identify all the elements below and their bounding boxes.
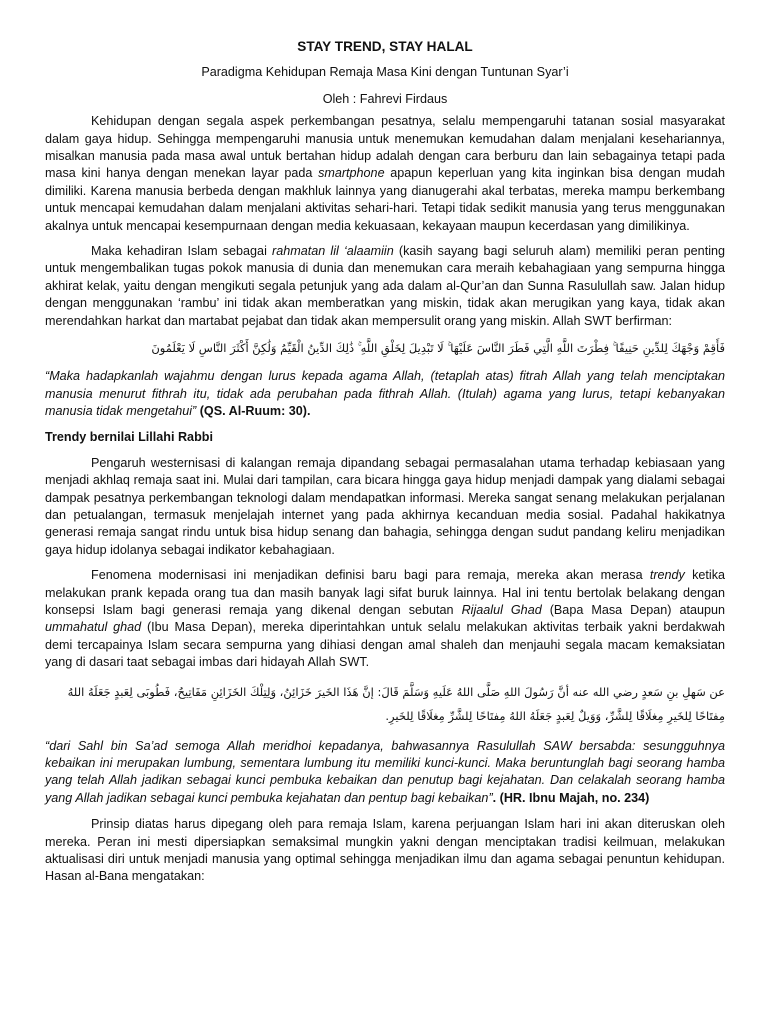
quote-2-source: . (HR. Ibnu Majah, no. 234)	[492, 790, 650, 805]
paragraph-4-italic-ummahatul-ghad: ummahatul ghad	[45, 620, 142, 635]
paragraph-4-text-e: (Bapa Masa Depan) ataupun	[541, 602, 725, 617]
paragraph-1-italic-smartphone: smartphone	[318, 166, 385, 181]
document-title: STAY TREND, STAY HALAL	[297, 39, 473, 54]
paragraph-2-italic-rahmatan: rahmatan lil ‘alaamiin	[272, 244, 394, 259]
paragraph-4	[45, 567, 725, 671]
paragraph-4-text-a: Fenomena modernisasi ini menjadikan definisi baru bagi para remaja, mereka akan merasa	[91, 568, 650, 583]
paragraph-4-italic-rijaalul-ghad: Rijaalul Ghad	[461, 602, 542, 617]
paragraph-4-text-g: (Ibu Masa Depan), mereka diperintahkan untuk selalu melakukan aktivitas terbaik yakni berdakwah demi tercapainya Islam secara sempurna yang dihiasi dengan amal shaleh dan menjauhi segala macam kemaksiatan yang di dasari taat sebagai imbas dari hidayah Allah SWT.	[45, 620, 725, 670]
quote-1-source: (QS. Al-Ruum: 30).	[196, 403, 311, 418]
section-heading: Trendy bernilai Lillahi Rabbi	[45, 430, 213, 445]
paragraph-2-text-c: (kasih sayang bagi seluruh alam) memiliki peran penting untuk mengembalikan tugas pokok manusia di dunia dan menemukan cara meraih kebahagiaan yang sempurna hingga akhirat kelak, yaitu dengan mengikuti segala petunjuk yang ada dalam al-Qur’an dan Sunna Rasulullah saw. Jalan hidup dengan menggunakan ‘rambu’ ini tidak akan memberatkan yang miskin, tidak akan merugikan yang kaya, tidak akan merendahkan harkat dan martabat pejabat dan tidak akan mempersulit orang yang miskin. Allah SWT berfirman:	[45, 244, 725, 328]
paragraph-1-text-a: Kehidupan dengan segala aspek perkembangan pesatnya, selalu mempengaruhi tatanan sosial masyarakat dalam gaya hidup. Sehingga mempengaruhi manusia untuk menemukan kemudahan dalam menjalani kesehariannya, misalkan manusia pada masa awal untuk bertahan hidup adalah dengan cara berburu dan lain sebagainya tetapi pada masa kini hanya dengan menekan layar pada	[45, 114, 725, 181]
document-subtitle: Paradigma Kehidupan Remaja Masa Kini dengan Tuntunan Syar’i	[201, 65, 569, 80]
paragraph-5: Prinsip diatas harus dipegang oleh para remaja Islam, karena perjuangan Islam hari ini akan diteruskan oleh mereka. Peran ini mesti dipersiapkan semaksimal mungkin yakni dengan menciptakan tradisi keilmuan, melakukan aktualisasi diri untuk menjadi manusia yang optimal sehingga menjadikan ilmu dan agama sebagai penuntun kehidupan. Hasan al-Bana mengatakan:	[45, 817, 725, 884]
quote-translation-1	[45, 368, 725, 420]
arabic-verse-quran: فَأَقِمْ وَجْهَكَ لِلدِّينِ حَنِيفًا ۚ فِطْرَتَ اللَّهِ الَّتِي فَطَرَ النَّاسَ عَلَيْهَا ۚ لَا تَبْدِيلَ لِخَلْقِ اللَّهِ ۚ ذَٰلِكَ الدِّينُ الْقَيِّمُ وَلَٰكِنَّ أَكْثَرَ النَّاسِ لَا يَعْلَمُونَ	[151, 341, 725, 356]
paragraph-2-text-a: Maka kehadiran Islam sebagai	[91, 244, 273, 259]
quote-1-text: “Maka hadapkanlah wajahmu dengan lurus kepada agama Allah, (tetaplah atas) fitrah Allah yang telah menciptakan manusia menurut fithrah itu, tidak ada perubahan pada fithrah Allah. (Itulah) agama yang lurus, tetapi kebanyakan manusia tidak mengetahui”	[45, 369, 725, 418]
document-page	[45, 38, 725, 894]
paragraph-3: Pengaruh westernisasi di kalangan remaja dipandang sebagai permasalahan utama terhadap kebiasaan yang menjadi akhlaq remaja saat ini. Mulai dari tampilan, cara bicara hingga gaya hidup menjadi dampak yang dialami sebagai dampak pesatnya perkembangan teknologi dalam mendapatkan informasi. Mereka sangat senang melakukan perjalanan dan petualangan, termasuk menjelajah internet yang pada akhirnya kecanduan media sosial. Padahal hakikatnya generasi remaja sangat rindu untuk bisa hidup senang dan bahagia, sehingga dengan sudut pandang keliru menjadikan gaya hidup idolanya sebagai indikator kebahagiaan.	[45, 455, 725, 557]
paragraph-4-italic-trendy: trendy	[649, 568, 685, 583]
quote-2-text: “dari Sahl bin Sa’ad semoga Allah meridhoi kepadanya, bahwasannya Rasulullah SAW bersabda: sesungguhnya kebaikan ini merupakan lumbung, sementara lumbung itu memiliki kunci-kunci. Maka beruntunglah bagi seorang hamba yang telah Allah jadikan sebagai kunci pembuka kebaikan dan penutup bagi kejahatan. Dan celakalah seorang hamba yang Allah jadikan sebagai kunci pembuka kejahatan dan pentup bagi kebaikan”	[45, 738, 725, 805]
quote-translation-2	[45, 738, 725, 808]
paragraph-2	[45, 243, 725, 330]
paragraph-4-text-c: ketika melakukan prank kepada orang tua dan masih banyak lagi sifat buruk lainnya. Hal ini tentu bertolak belakang dengan konsepsi Islam bagi generasi remaja yang dikenal dengan sebutan	[45, 568, 725, 617]
paragraph-1-text-c: apapun keperluan yang kita inginkan bisa dengan mudah dimiliki. Karena manusia berbeda dengan makhluk lainnya yang dianugerahi akal terbatas, mereka mampu berkembang untuk mencapai kemudahan dalam menjalani aktivitas sehari-hari. Tetapi tidak sedikit manusia yang terus menggunakan akalnya untuk mencapai kesempurnaan dengan media kekuasaan, kekayaan maupun kecerdasan yang dimilikinya.	[45, 166, 725, 233]
document-author: Oleh : Fahrevi Firdaus	[322, 91, 448, 106]
arabic-hadith: عن سَهلِ بنِ سَعدٍ رضي الله عنه أنَّ رَسُولَ اللهِ صَلَّى اللهُ عَلَيهِ وَسَلَّمَ قَالَ: إنَّ هَذَا الخَيرَ خَزَائِنُ، وَلِتِلْكَ الخَزَائِنِ مَفَاتِيحُ، فَطُوبَى لِعَبدٍ جَعَلَهُ اللهُ مِفتَاحًا لِلخَيرِ مِغلَاقًا لِلشَّرِّ، وَوَيلٌ لِعَبدٍ جَعَلَهُ اللهُ مِفتَاحًا لِلشَّرِّ مِغلَاقًا لِلخَيرِ.	[67, 684, 725, 723]
paragraph-1	[45, 113, 725, 235]
